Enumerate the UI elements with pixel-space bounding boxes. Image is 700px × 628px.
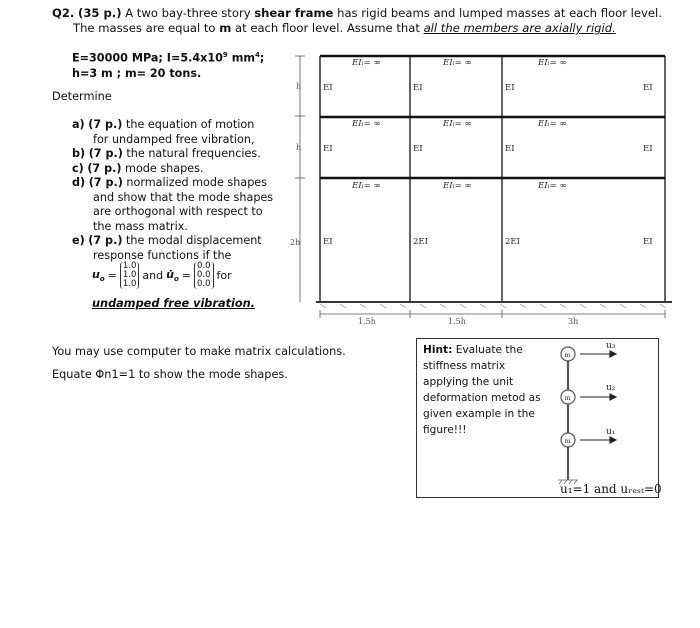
mass-3 bbox=[561, 347, 575, 361]
mass-symbol: m bbox=[219, 21, 232, 35]
part-d: d) (7 p.) normalized mode shapes and show that the mode shapes are orthogonal with respect to the mass matrix. bbox=[72, 176, 274, 233]
beam-label: EIₗ= ∞ bbox=[443, 58, 472, 68]
beam-label: EIₗ= ∞ bbox=[538, 58, 567, 68]
beam-label: EIₗ= ∞ bbox=[352, 119, 381, 129]
determine-heading: Determine bbox=[52, 90, 112, 103]
question-text-a: A two bay-three story bbox=[125, 6, 251, 20]
column-labels bbox=[323, 83, 653, 247]
bay-label-3: 3h bbox=[568, 317, 579, 326]
column-label: EI bbox=[323, 83, 333, 93]
initial-displacement-vector: 1.0 1.0 1.0 bbox=[120, 262, 140, 289]
u1-label: u₁ bbox=[606, 427, 616, 437]
bay-label-2: 1.5h bbox=[448, 317, 466, 326]
story-height-label-3: h bbox=[296, 82, 302, 91]
question-bold-term: shear frame bbox=[254, 6, 334, 20]
computer-note: You may use computer to make matrix calculations. bbox=[52, 345, 346, 358]
initial-conditions: $u_o$ = 1.0 1.0 1.0 and $u̇_o$ = 0.0 0.0 0.0 for bbox=[92, 261, 232, 289]
part-a: a) (7 p.) the equation of motion for undamped free vibration, bbox=[72, 118, 255, 146]
u3-label: u₃ bbox=[606, 341, 616, 351]
question-text-b: has rigid beams and lumped masses at each floor level. bbox=[337, 6, 662, 20]
column-label: 2EI bbox=[413, 237, 428, 247]
bay-label-1: 1.5h bbox=[358, 317, 376, 326]
parts-list bbox=[72, 118, 282, 263]
mass-2 bbox=[561, 390, 575, 404]
question-line2-a: The masses are equal to bbox=[73, 21, 216, 35]
question-points: (35 p.) bbox=[78, 6, 122, 20]
equate-note: Equate Φn1=1 to show the mode shapes. bbox=[52, 368, 288, 381]
rigid-note: all the members are axially rigid. bbox=[423, 21, 616, 35]
column-label: EI bbox=[505, 144, 515, 154]
svg-text:m: m bbox=[564, 437, 571, 445]
question-header bbox=[52, 6, 662, 36]
beam-label: EIₗ= ∞ bbox=[538, 181, 567, 191]
shear-frame-figure bbox=[280, 48, 680, 330]
svg-text:m: m bbox=[564, 351, 571, 359]
column-label: EI bbox=[643, 83, 653, 93]
part-e: e) (7 p.) the modal displacement response functions if the bbox=[72, 234, 262, 262]
undamped-note: undamped free vibration. bbox=[92, 297, 255, 310]
story-height-label-2: h bbox=[296, 143, 302, 152]
column-label: 2EI bbox=[505, 237, 520, 247]
column-label: EI bbox=[413, 83, 423, 93]
hint-text: Hint: Evaluate the stiffness matrix applying the unit deformation metod as given example in the figure!!! bbox=[423, 344, 541, 436]
ground-hatch bbox=[320, 304, 666, 308]
beam-label: EIₗ= ∞ bbox=[538, 119, 567, 129]
column-label: EI bbox=[505, 83, 515, 93]
hint-title: Hint: bbox=[423, 344, 453, 356]
part-c: c) (7 p.) mode shapes. bbox=[72, 161, 204, 175]
story-height-label-1: 2h bbox=[290, 238, 301, 247]
column-label: EI bbox=[323, 144, 333, 154]
beam-label: EIₗ= ∞ bbox=[352, 58, 381, 68]
column-label: EI bbox=[643, 144, 653, 154]
beam-label: EIₗ= ∞ bbox=[443, 181, 472, 191]
column-label: EI bbox=[323, 237, 333, 247]
beam-labels bbox=[351, 58, 567, 191]
beam-label: EIₗ= ∞ bbox=[352, 181, 381, 191]
u2-label: u₂ bbox=[606, 383, 616, 393]
beam-label: EIₗ= ∞ bbox=[443, 119, 472, 129]
column-label: EI bbox=[413, 144, 423, 154]
given-values bbox=[72, 48, 264, 81]
question-line2-b: at each floor level. Assume that bbox=[234, 21, 420, 35]
initial-velocity-vector: 0.0 0.0 0.0 bbox=[194, 262, 214, 289]
column-label: EI bbox=[643, 237, 653, 247]
given-line-2: h=3 m ; m= 20 tons. bbox=[72, 66, 202, 80]
question-number: Q2. bbox=[52, 6, 75, 20]
mass-1 bbox=[561, 433, 575, 447]
hint-caption: u₁=1 and uᵣₑₛₜ=0 bbox=[560, 482, 662, 496]
svg-text:m: m bbox=[564, 394, 571, 402]
given-line-1: E=30000 MPa; $I=5.4x10^9$ $mm^4$; bbox=[72, 51, 265, 65]
hint-mass-figure bbox=[550, 340, 656, 496]
part-b: b) (7 p.) the natural frequencies. bbox=[72, 147, 261, 160]
